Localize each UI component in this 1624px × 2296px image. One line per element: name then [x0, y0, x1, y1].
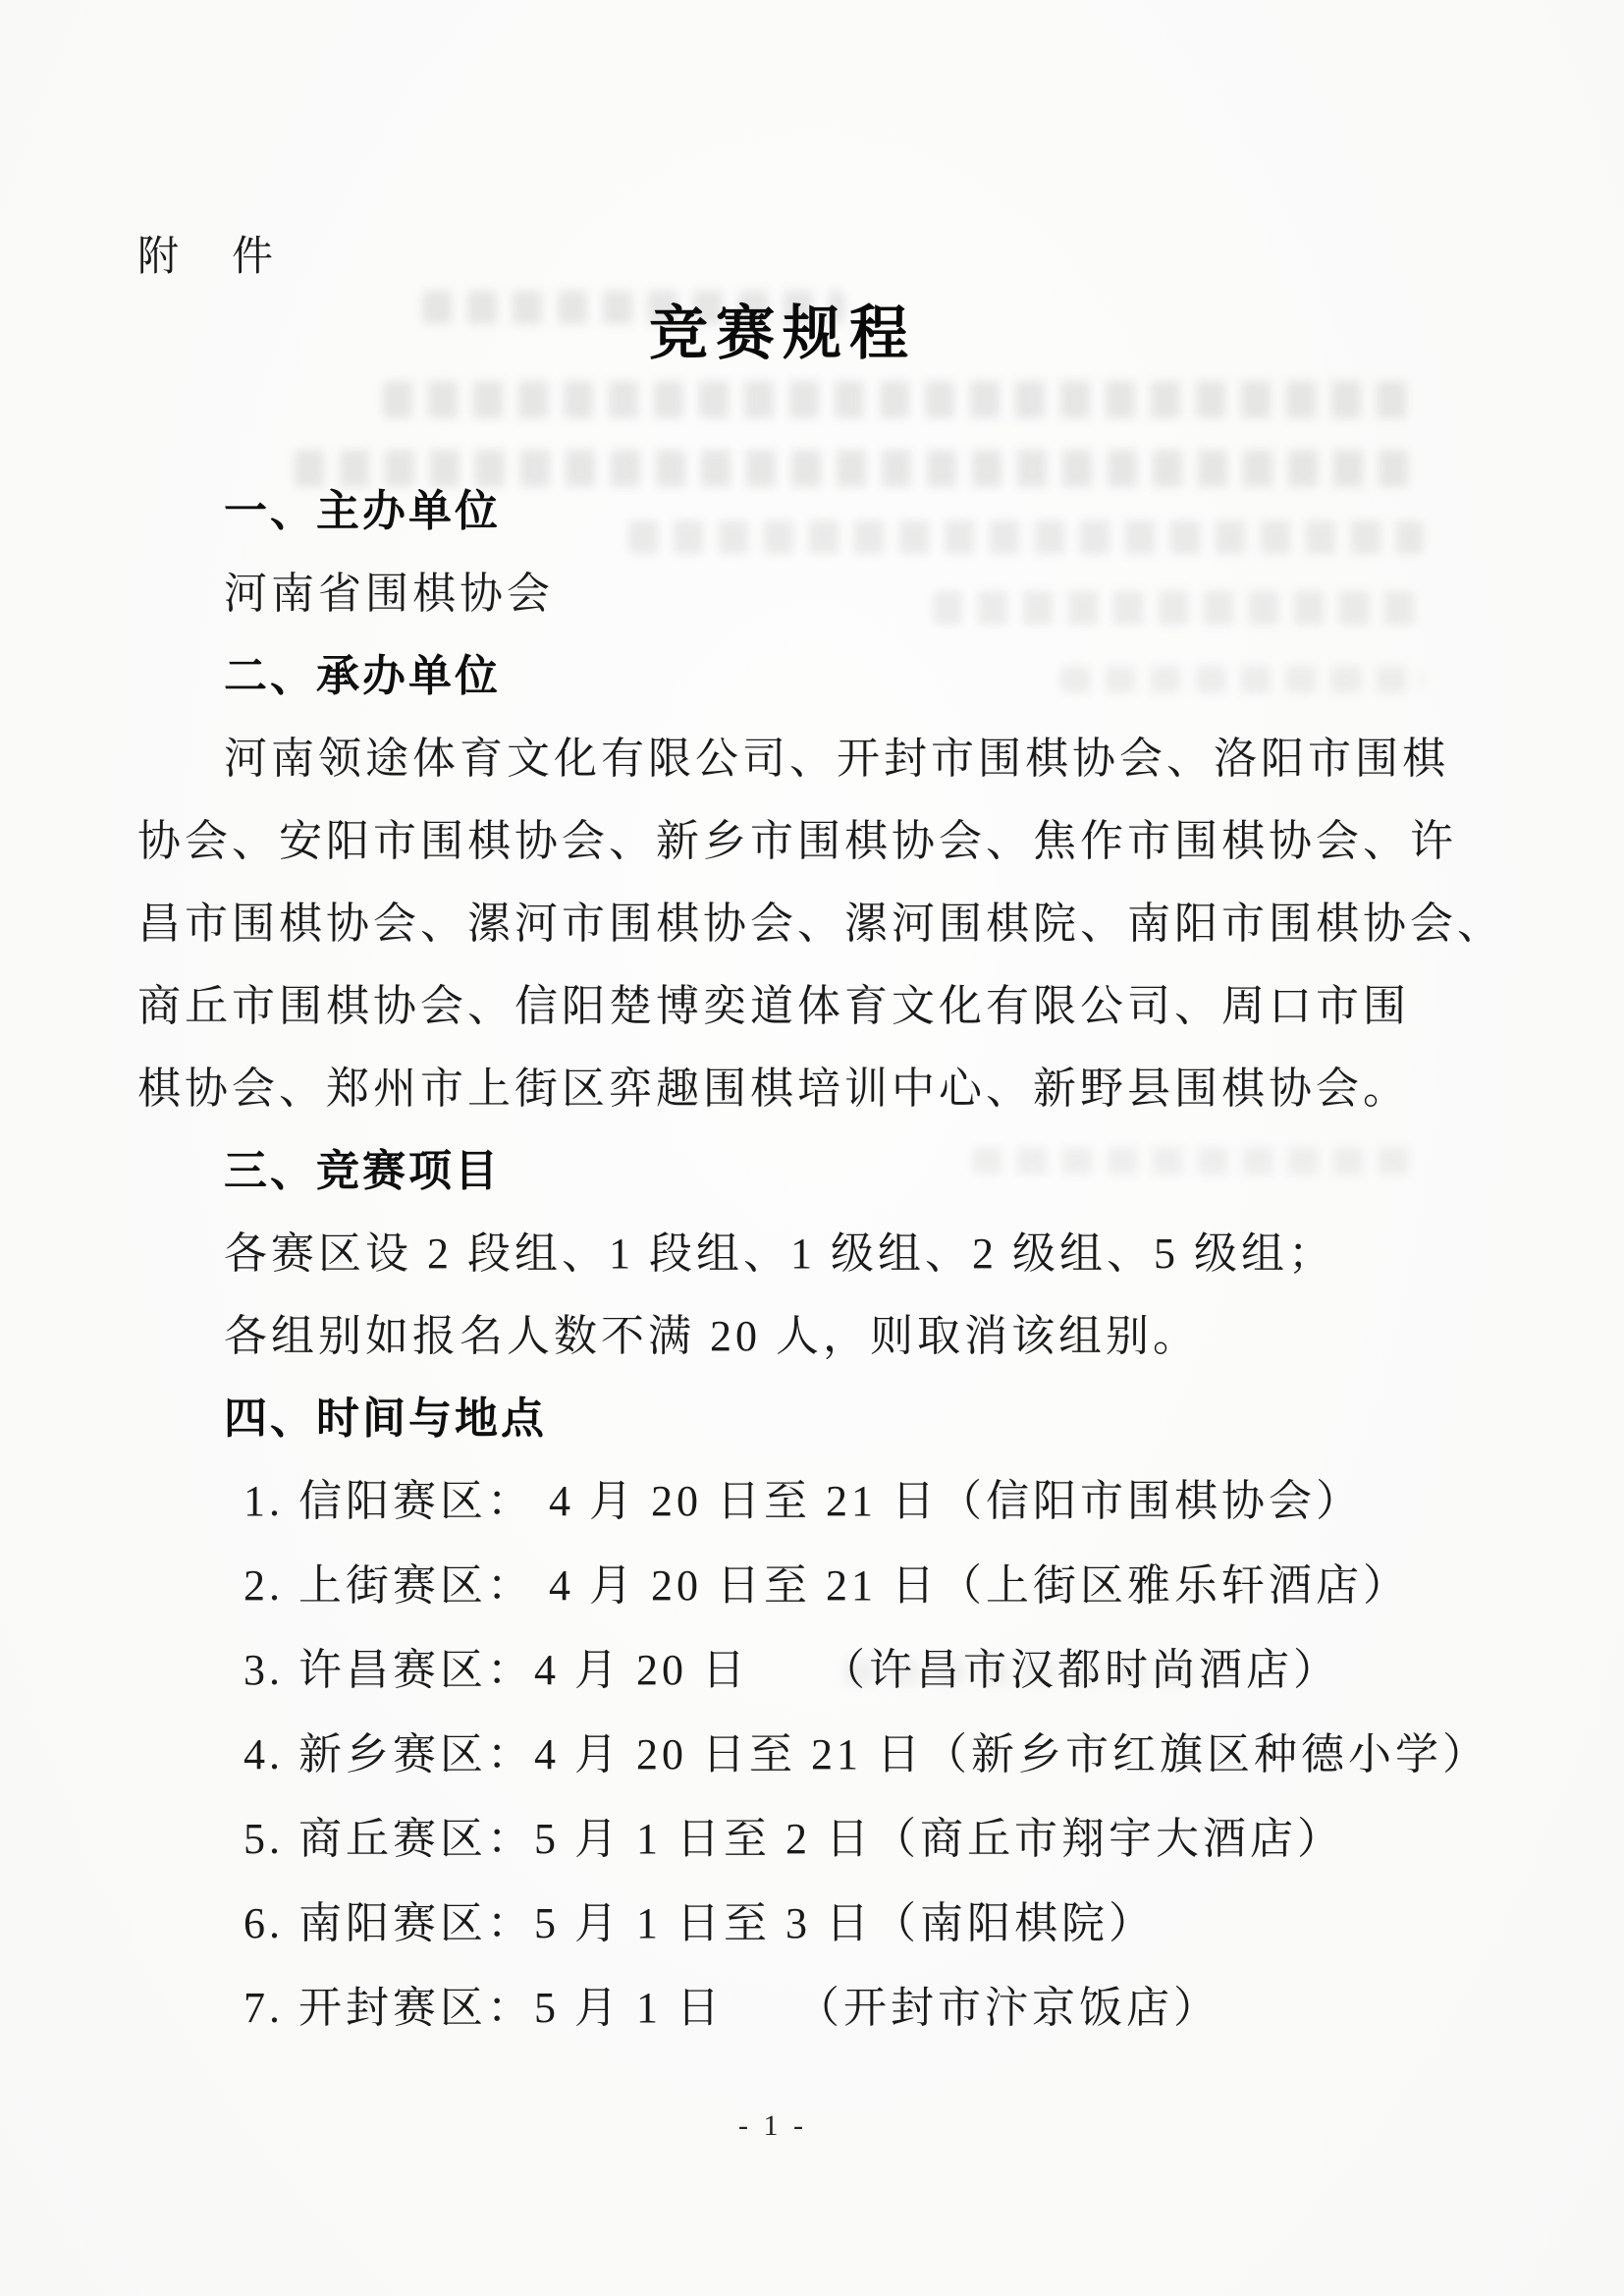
- bleedthrough-artifact: [383, 381, 1414, 418]
- page-number: - 1 -: [738, 2109, 807, 2142]
- venue-list-item: 3. 许昌赛区：4 月 20 日 （许昌市汉都时尚酒店）: [244, 1646, 1340, 1694]
- host-paragraph-line: 协会、安阳市围棋协会、新乡市围棋协会、焦作市围棋协会、许: [137, 817, 1457, 865]
- events-line: 各赛区设 2 段组、1 段组、1 级组、2 级组、5 级组；: [224, 1230, 1335, 1278]
- venue-list-item: 4. 新乡赛区：4 月 20 日至 21 日（新乡市红旗区种德小学）: [244, 1730, 1489, 1778]
- page-title: 竞赛规程: [649, 301, 916, 366]
- section-heading-host: 二、承办单位: [224, 652, 501, 700]
- organizer-name: 河南省围棋协会: [224, 570, 554, 618]
- bleedthrough-artifact: [295, 450, 1424, 487]
- venue-list-item: 2. 上街赛区： 4 月 20 日至 21 日（上街区雅乐轩酒店）: [244, 1561, 1410, 1610]
- venue-list-item: 1. 信阳赛区： 4 月 20 日至 21 日（信阳市围棋协会）: [244, 1477, 1363, 1525]
- host-paragraph-line: 棋协会、郑州市上街区弈趣围棋培训中心、新野县围棋协会。: [137, 1065, 1410, 1113]
- venue-list-item: 7. 开封赛区：5 月 1 日 （开封市汴京饭店）: [244, 1984, 1220, 2032]
- section-heading-events: 三、竞赛项目: [224, 1147, 501, 1195]
- host-paragraph-line: 河南领途体育文化有限公司、开封市围棋协会、洛阳市围棋: [224, 735, 1449, 783]
- section-heading-organizer: 一、主办单位: [224, 487, 501, 535]
- venue-list-item: 5. 商丘赛区：5 月 1 日至 2 日（商丘市翔宇大酒店）: [244, 1815, 1344, 1863]
- host-paragraph-line: 商丘市围棋协会、信阳楚博奕道体育文化有限公司、周口市围: [137, 982, 1410, 1030]
- venue-list-item: 6. 南阳赛区：5 月 1 日至 3 日（南阳棋院）: [244, 1899, 1156, 1947]
- attachment-label: 附 件: [137, 235, 280, 280]
- section-heading-time-place: 四、时间与地点: [224, 1394, 547, 1443]
- events-line: 各组别如报名人数不满 20 人，则取消该组别。: [224, 1312, 1200, 1360]
- host-paragraph-line: 昌市围棋协会、漯河市围棋协会、漯河围棋院、南阳市围棋协会、: [137, 900, 1504, 948]
